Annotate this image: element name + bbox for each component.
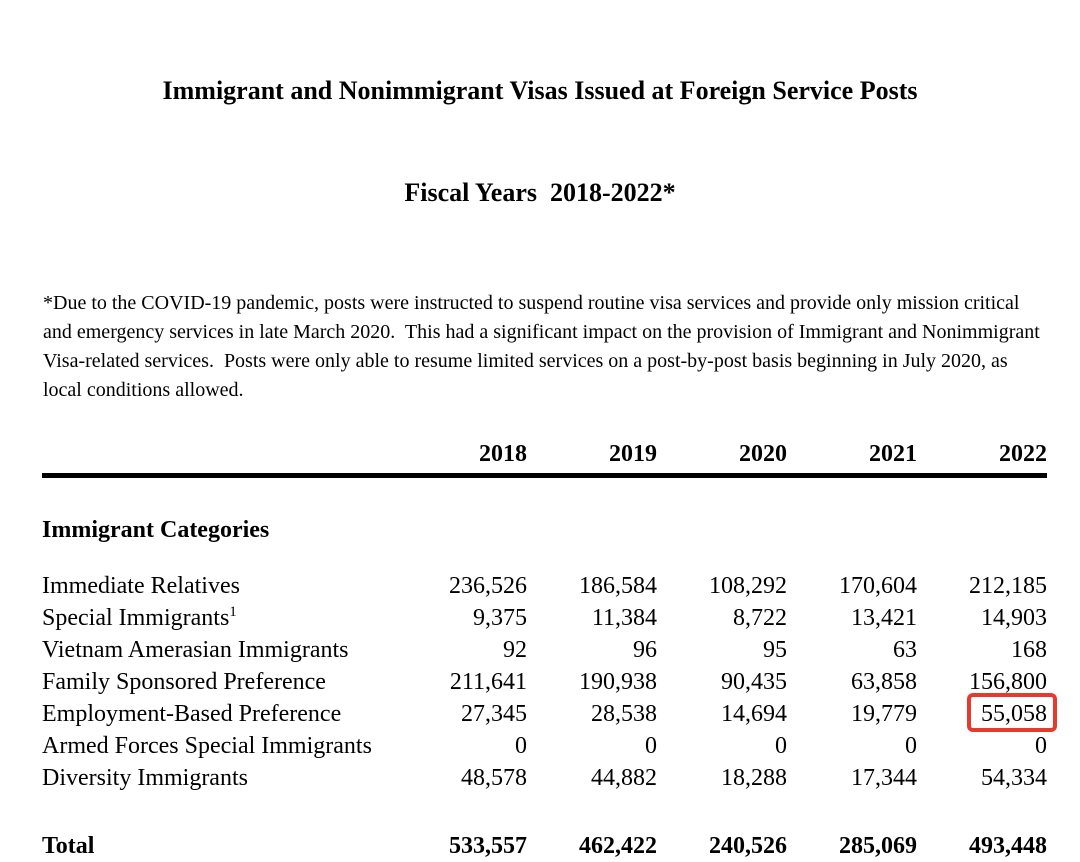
value-cell: 108,292	[657, 546, 787, 602]
value-cell: 533,557	[397, 794, 527, 862]
table-row	[42, 762, 1047, 794]
value-cell: 90,435	[657, 666, 787, 698]
year-header-row	[42, 441, 1047, 476]
value-cell: 13,421	[787, 602, 917, 634]
category-cell: Family Sponsored Preference	[42, 666, 397, 698]
total-row	[42, 794, 1047, 862]
value-cell: 0	[917, 730, 1047, 762]
table-body	[42, 476, 1047, 862]
category-cell: Total	[42, 794, 397, 862]
year-header-2020: 2020	[657, 441, 787, 476]
value-cell: 190,938	[527, 666, 657, 698]
document-title-line2: Fiscal Years 2018-2022*	[0, 176, 1080, 210]
value-cell: 285,069	[787, 794, 917, 862]
value-cell: 28,538	[527, 698, 657, 730]
value-cell: 11,384	[527, 602, 657, 634]
value-cell: 63,858	[787, 666, 917, 698]
visa-table	[42, 441, 1047, 862]
value-cell: 54,334	[917, 762, 1047, 794]
category-cell: Armed Forces Special Immigrants	[42, 730, 397, 762]
value-cell: 240,526	[657, 794, 787, 862]
table-row	[42, 634, 1047, 666]
table-row	[42, 546, 1047, 602]
value-cell: 156,800	[917, 666, 1047, 698]
value-cell: 0	[787, 730, 917, 762]
value-cell: 19,779	[787, 698, 917, 730]
value-cell: 170,604	[787, 546, 917, 602]
value-cell: 8,722	[657, 602, 787, 634]
value-cell: 92	[397, 634, 527, 666]
footnote-ref: 1	[229, 604, 237, 620]
category-cell: Diversity Immigrants	[42, 762, 397, 794]
document-title-line1: Immigrant and Nonimmigrant Visas Issued at Foreign Service Posts	[0, 74, 1080, 108]
empty-header-cell	[42, 441, 397, 476]
value-cell: 27,345	[397, 698, 527, 730]
category-cell: Immediate Relatives	[42, 546, 397, 602]
value-cell: 493,448	[917, 794, 1047, 862]
table-row	[42, 730, 1047, 762]
value-cell: 0	[657, 730, 787, 762]
value-cell: 14,694	[657, 698, 787, 730]
section-heading-row	[42, 476, 1047, 547]
table-row	[42, 666, 1047, 698]
highlight-box: 55,058	[981, 698, 1047, 730]
year-header-2021: 2021	[787, 441, 917, 476]
value-cell	[917, 698, 1047, 730]
value-cell: 236,526	[397, 546, 527, 602]
value-cell: 63	[787, 634, 917, 666]
category-cell: Special Immigrants$^1$	[42, 602, 397, 634]
document-page	[0, 6, 1080, 649]
value-cell: 186,584	[527, 546, 657, 602]
year-header-2018: 2018	[397, 441, 527, 476]
value-cell: 17,344	[787, 762, 917, 794]
value-cell: 14,903	[917, 602, 1047, 634]
value-cell: 95	[657, 634, 787, 666]
section-heading: Immigrant Categories	[42, 476, 1047, 547]
value-cell: 168	[917, 634, 1047, 666]
covid-footnote: *Due to the COVID-19 pandemic, posts were instructed to suspend routine visa services and provide only mission critical and emergency services in late March 2020. This had a significant impact on the provision of Immigrant and Nonimmigrant Visa-related services. Posts were only able to resume limited services on a post-by-post basis beginning in July 2020, as local conditions allowed.	[43, 289, 1051, 405]
value-cell: 96	[527, 634, 657, 666]
value-cell: 0	[397, 730, 527, 762]
value-cell: 9,375	[397, 602, 527, 634]
value-cell: 44,882	[527, 762, 657, 794]
value-cell: 0	[527, 730, 657, 762]
value-cell: 18,288	[657, 762, 787, 794]
table-header	[42, 441, 1047, 476]
table-row	[42, 602, 1047, 634]
document-title	[0, 6, 1080, 278]
year-header-2019: 2019	[527, 441, 657, 476]
year-header-2022: 2022	[917, 441, 1047, 476]
value-cell: 48,578	[397, 762, 527, 794]
value-cell: 212,185	[917, 546, 1047, 602]
value-cell: 462,422	[527, 794, 657, 862]
category-cell: Vietnam Amerasian Immigrants	[42, 634, 397, 666]
category-cell: Employment-Based Preference	[42, 698, 397, 730]
value-cell: 211,641	[397, 666, 527, 698]
table-row	[42, 698, 1047, 730]
